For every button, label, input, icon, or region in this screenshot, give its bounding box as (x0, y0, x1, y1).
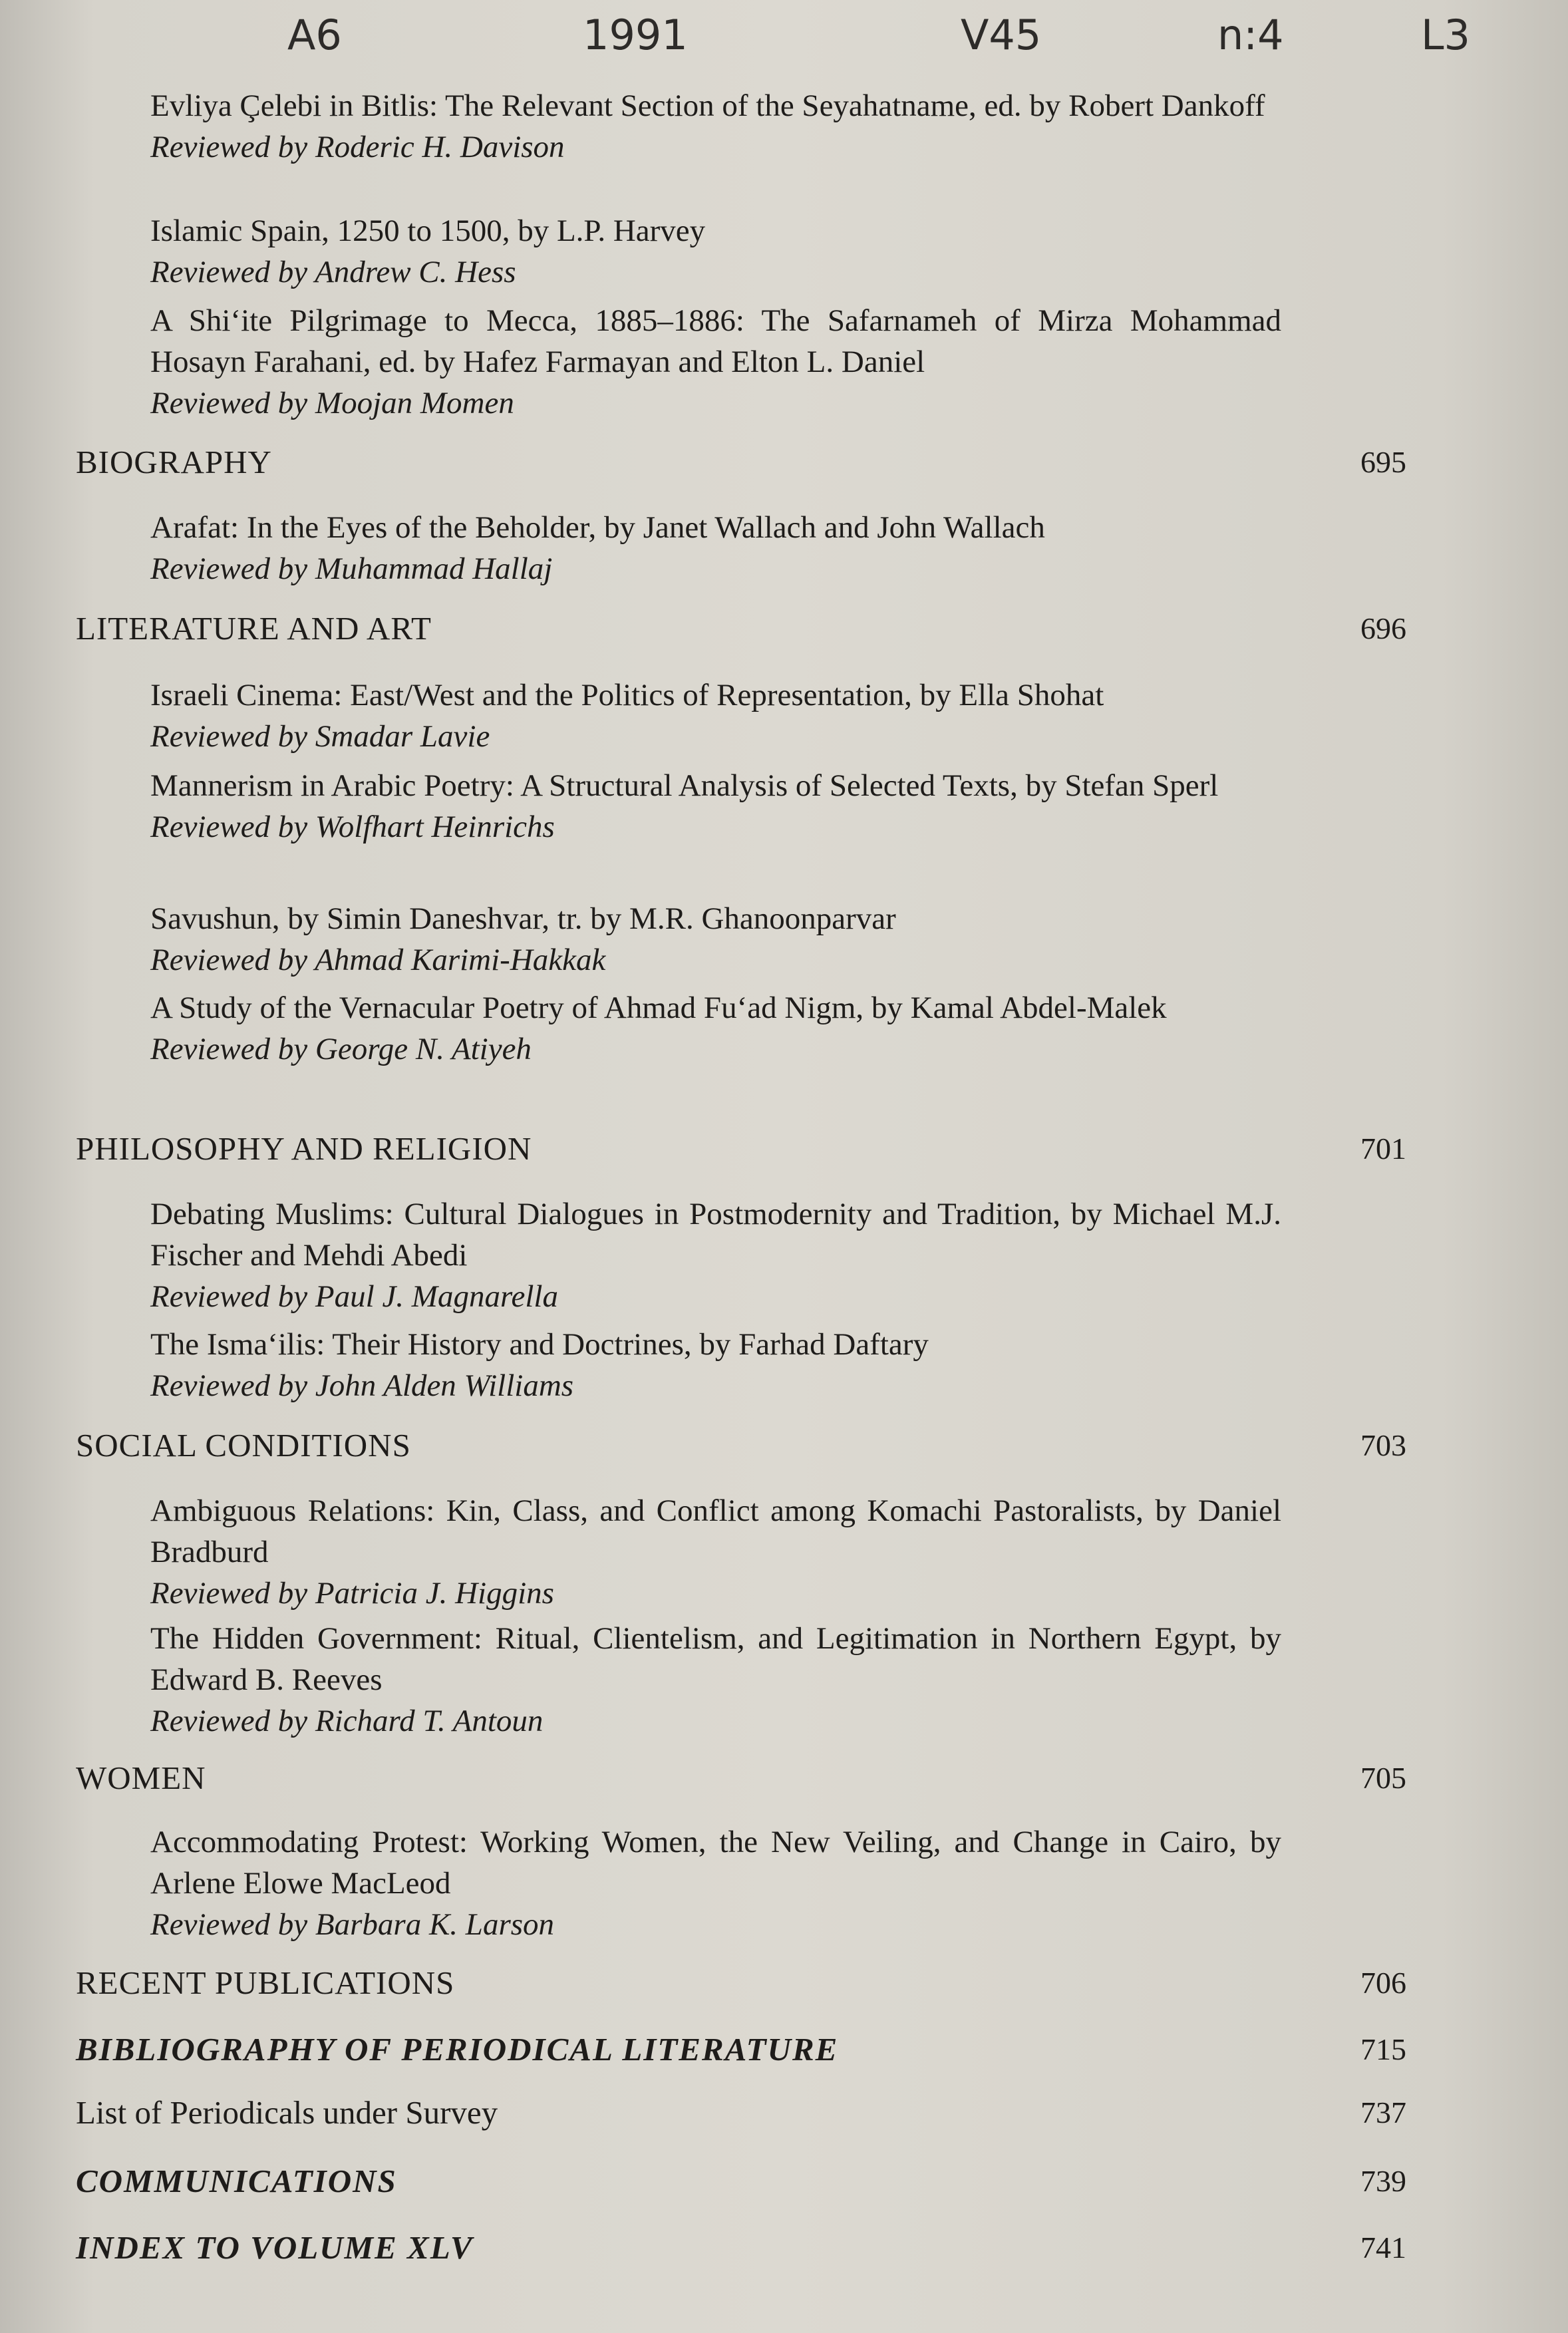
book-title: Israeli Cinema: East/West and the Politics of Representation, by Ella Shohat (150, 678, 1104, 712)
reviewer: Reviewed by Patricia J. Higgins (150, 1576, 554, 1611)
page-number: 701 (1360, 1132, 1406, 1166)
handwritten-note: A6 (287, 11, 342, 59)
handwritten-note: V45 (961, 11, 1042, 59)
book-title: Evliya Çelebi in Bitlis: The Relevant Section of the Seyahatname, ed. by Robert Dankoff (150, 88, 1265, 123)
section-heading (76, 1962, 1406, 2004)
toc-entry (150, 210, 1281, 293)
toc-entry (150, 675, 1281, 757)
page-number: 737 (1360, 2096, 1406, 2129)
page-number: 715 (1360, 2032, 1406, 2066)
book-title: The Isma‘ilis: Their History and Doctrines, by Farhad Daftary (150, 1327, 929, 1362)
page-number: 696 (1360, 611, 1406, 645)
reviewer: Reviewed by George N. Atiyeh (150, 1032, 532, 1066)
section-heading (76, 1128, 1406, 1169)
page-number: 703 (1360, 1428, 1406, 1462)
section-heading (76, 1758, 1406, 1799)
section-heading (76, 2161, 1406, 2202)
book-title: Accommodating Protest: Working Women, the New Veiling, and Change in Cairo, by Arlene Elowe MacLeod (150, 1825, 1281, 1901)
book-title: A Shi‘ite Pilgrimage to Mecca, 1885–1886: The Safarnameh of Mirza Mohammad Hosayn Farahani, ed. by Hafez Farmayan and Elton L. Daniel (150, 303, 1281, 379)
reviewer: Reviewed by Smadar Lavie (150, 719, 490, 754)
page-number: 706 (1360, 1966, 1406, 2000)
reviewer: Reviewed by Roderic H. Davison (150, 130, 565, 164)
handwritten-note: L3 (1421, 11, 1470, 59)
section-title: List of Periodicals under Survey (76, 2094, 498, 2131)
toc-entry (150, 765, 1281, 848)
toc-entry (150, 1821, 1281, 1945)
section-heading (76, 2227, 1406, 2268)
reviewer: Reviewed by Paul J. Magnarella (150, 1279, 558, 1314)
page-number: 695 (1360, 445, 1406, 479)
section-heading (76, 2029, 1406, 2070)
page-number: 741 (1360, 2231, 1406, 2264)
handwritten-note: 1991 (583, 11, 688, 59)
section-heading (76, 442, 1406, 483)
toc-entry (150, 300, 1281, 424)
section-title: SOCIAL CONDITIONS (76, 1427, 411, 1464)
section-title: PHILOSOPHY AND RELIGION (76, 1130, 532, 1167)
book-title: A Study of the Vernacular Poetry of Ahmad Fu‘ad Nigm, by Kamal Abdel-Malek (150, 991, 1167, 1025)
section-title: BIBLIOGRAPHY OF PERIODICAL LITERATURE (76, 2031, 839, 2068)
reviewer: Reviewed by Barbara K. Larson (150, 1907, 555, 1942)
reviewer: Reviewed by Wolfhart Heinrichs (150, 810, 555, 844)
section-title: COMMUNICATIONS (76, 2163, 397, 2199)
handwritten-note: n:4 (1217, 11, 1284, 59)
section-title: WOMEN (76, 1760, 206, 1796)
toc-entry (150, 987, 1281, 1070)
section-heading (76, 2092, 1406, 2133)
reviewer: Reviewed by John Alden Williams (150, 1368, 574, 1403)
toc-entry (150, 507, 1281, 589)
toc-entry (150, 1490, 1281, 1614)
toc-entry (150, 898, 1281, 981)
book-title: Islamic Spain, 1250 to 1500, by L.P. Harvey (150, 214, 706, 248)
book-title: Ambiguous Relations: Kin, Class, and Conflict among Komachi Pastoralists, by Daniel Bradburd (150, 1493, 1281, 1569)
book-title: The Hidden Government: Ritual, Clientelism, and Legitimation in Northern Egypt, by Edward B. Reeves (150, 1621, 1281, 1697)
reviewer: Reviewed by Muhammad Hallaj (150, 551, 553, 586)
section-title: LITERATURE AND ART (76, 610, 432, 647)
section-title: INDEX TO VOLUME XLV (76, 2229, 474, 2266)
handwritten-annotations (0, 5, 1568, 78)
page-number: 739 (1360, 2164, 1406, 2198)
book-title: Debating Muslims: Cultural Dialogues in Postmodernity and Tradition, by Michael M.J. Fischer and Mehdi Abedi (150, 1197, 1281, 1273)
toc-entry (150, 1324, 1281, 1406)
book-title: Savushun, by Simin Daneshvar, tr. by M.R. Ghanoonparvar (150, 901, 896, 936)
reviewer: Reviewed by Moojan Momen (150, 386, 514, 420)
book-title: Mannerism in Arabic Poetry: A Structural Analysis of Selected Texts, by Stefan Sperl (150, 768, 1219, 803)
toc-entry (150, 1193, 1281, 1317)
section-heading (76, 1425, 1406, 1466)
section-title: RECENT PUBLICATIONS (76, 1964, 455, 2001)
section-title: BIOGRAPHY (76, 444, 272, 480)
toc-entry (150, 1618, 1281, 1742)
book-title: Arafat: In the Eyes of the Beholder, by Janet Wallach and John Wallach (150, 510, 1045, 545)
reviewer: Reviewed by Richard T. Antoun (150, 1704, 544, 1738)
reviewer: Reviewed by Andrew C. Hess (150, 255, 516, 289)
page-number: 705 (1360, 1761, 1406, 1795)
reviewer: Reviewed by Ahmad Karimi-Hakkak (150, 943, 606, 977)
toc-entry (150, 85, 1281, 168)
section-heading (76, 608, 1406, 649)
